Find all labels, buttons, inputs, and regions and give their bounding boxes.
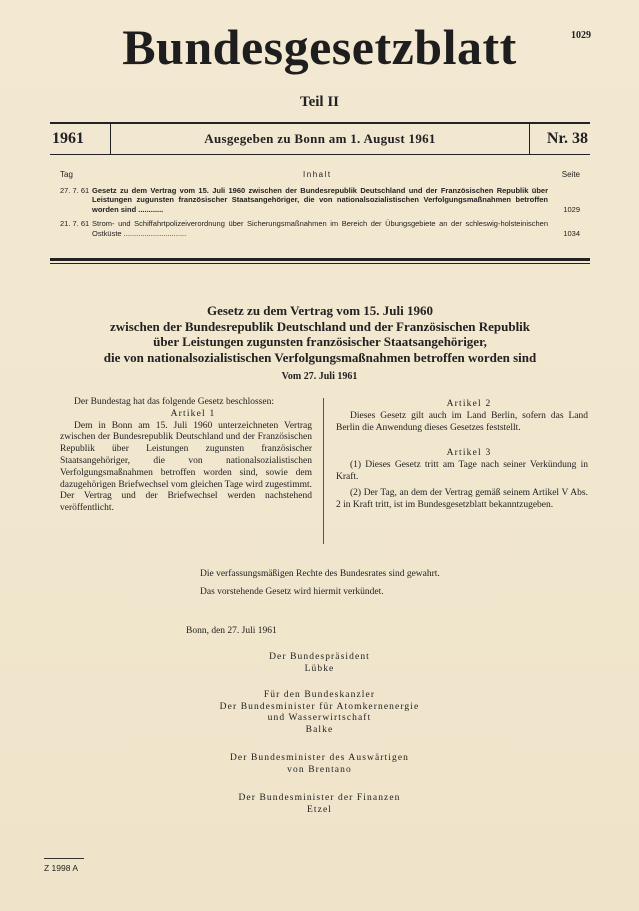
article-1-heading: Artikel 1 (170, 408, 216, 419)
article-3-paragraph-2: (2) Der Tag, an dem der Vertrag gemäß seinem Artikel V Abs. 2 in Kraft tritt, ist im Bundesgesetzblatt bekanntzugeben. (336, 487, 588, 510)
toc-entry-text: Strom- und Schiffahrtpolizeiverordnung über Sicherungsmaßnahmen im Bereich der Übungsgebiete an der schleswig-holsteinischen Ostküste .............................. (92, 219, 548, 238)
toc-entry-page: 1034 (563, 228, 580, 238)
issue-bar (50, 122, 590, 155)
footer-code: Z 1998 A (44, 863, 79, 873)
signatory-title: Der Bundesminister des Auswärtigen (229, 753, 410, 763)
toc-entry-page: 1029 (563, 204, 580, 214)
column-divider (323, 398, 324, 544)
place-date: Bonn, den 27. Juli 1961 (186, 626, 277, 636)
article-3-paragraph-1: (1) Dieses Gesetz tritt am Tage nach seiner Verkündung in Kraft. (336, 460, 588, 482)
toc-col-date: Tag (60, 170, 73, 179)
law-title (40, 303, 600, 365)
signatory-name: von Brentano (287, 764, 352, 775)
signatory-name: Etzel (306, 804, 332, 815)
issue-number: Nr. 38 (546, 130, 588, 147)
left-column (60, 397, 312, 515)
toc-col-content: Inhalt (303, 170, 332, 179)
signatory-title: Für den Bundeskanzler (263, 690, 376, 700)
signatory-title: Der Bundespräsident (269, 652, 370, 662)
page-number: 1029 (571, 30, 591, 41)
signature-foreign-minister (0, 753, 639, 776)
article-3-heading: Artikel 3 (446, 448, 492, 459)
toc-entry (60, 186, 580, 215)
toc-col-page: Seite (561, 170, 580, 179)
toc-bottom-rule (50, 258, 590, 264)
toc-entry (60, 219, 580, 238)
law-title-line: Gesetz zu dem Vertrag vom 15. Juli 1960 (206, 303, 434, 318)
closing-promulgation: Das vorstehende Gesetz wird hiermit verkündet. (200, 586, 384, 597)
signature-chancellor (0, 690, 639, 736)
signatory-title: und Wasserwirtschaft (267, 713, 372, 724)
toc-entry-text: Gesetz zu dem Vertrag vom 15. Juli 1960 zwischen der Bundesrepublik Deutschland und der Französischen Republik über Leistungen zugunsten französischer Staatsangehöriger, die von nationalsozialistischen Verfolgungsmaßnahmen betroffen worden sind ............ (92, 185, 548, 214)
toc-entry-date: 27. 7. 61 (60, 185, 90, 195)
article-2-heading: Artikel 2 (446, 399, 492, 409)
law-title-line: zwischen der Bundesrepublik Deutschland und der Französischen Republik (109, 318, 531, 334)
masthead-title: Bundesgesetzblatt (122, 19, 517, 75)
spacer (336, 434, 588, 448)
issue-date: Ausgegeben zu Bonn am 1. August 1961 (204, 131, 436, 146)
law-date: Vom 27. Juli 1961 (281, 371, 358, 382)
article-2-text: Dieses Gesetz gilt auch im Land Berlin, sofern das Land Berlin die Anwendung dieses Gesetzes feststellt. (336, 410, 588, 433)
table-of-contents (60, 170, 580, 244)
signatory-title: Der Bundesminister für Atomkernenergie (219, 701, 420, 712)
toc-header (60, 170, 580, 180)
signatory-title: Der Bundesminister der Finanzen (238, 793, 401, 803)
closing-rights-statement: Die verfassungsmäßigen Rechte des Bundesrates sind gewahrt. (200, 569, 440, 579)
footer-rule (44, 858, 84, 859)
part-label: Teil II (299, 94, 340, 110)
preamble: Der Bundestag hat das folgende Gesetz beschlossen: (74, 397, 274, 407)
right-column (336, 397, 588, 511)
law-title-line: über Leistungen zugunsten französischer Staatsangehöriger, (153, 334, 487, 349)
signatory-name: Balke (305, 724, 334, 735)
issue-year: 1961 (52, 130, 84, 147)
toc-entry-date: 21. 7. 61 (60, 219, 90, 229)
closing-statements (186, 569, 486, 605)
law-title-line: die von nationalsozialistischen Verfolgungsmaßnahmen betroffen worden sind (103, 349, 537, 365)
signature-finance-minister (0, 793, 639, 816)
signatory-name: Lübke (304, 663, 335, 674)
article-1-text: Dem in Bonn am 15. Juli 1960 unterzeichneten Vertrag zwischen der Bundesrepublik Deutschland und der Französischen Republik über Leistungen zugunsten französischer Staatsangehöriger, die von nationalsozialistischen Verfolgungsmaßnahmen betroffen worden sind, sowie dem dazugehörigen Briefwechsel vom gleichen Tage wird zugestimmt. Der Vertrag und der Briefwechsel werden nachstehend veröffentlicht. (60, 420, 312, 514)
signature-president (0, 652, 639, 675)
